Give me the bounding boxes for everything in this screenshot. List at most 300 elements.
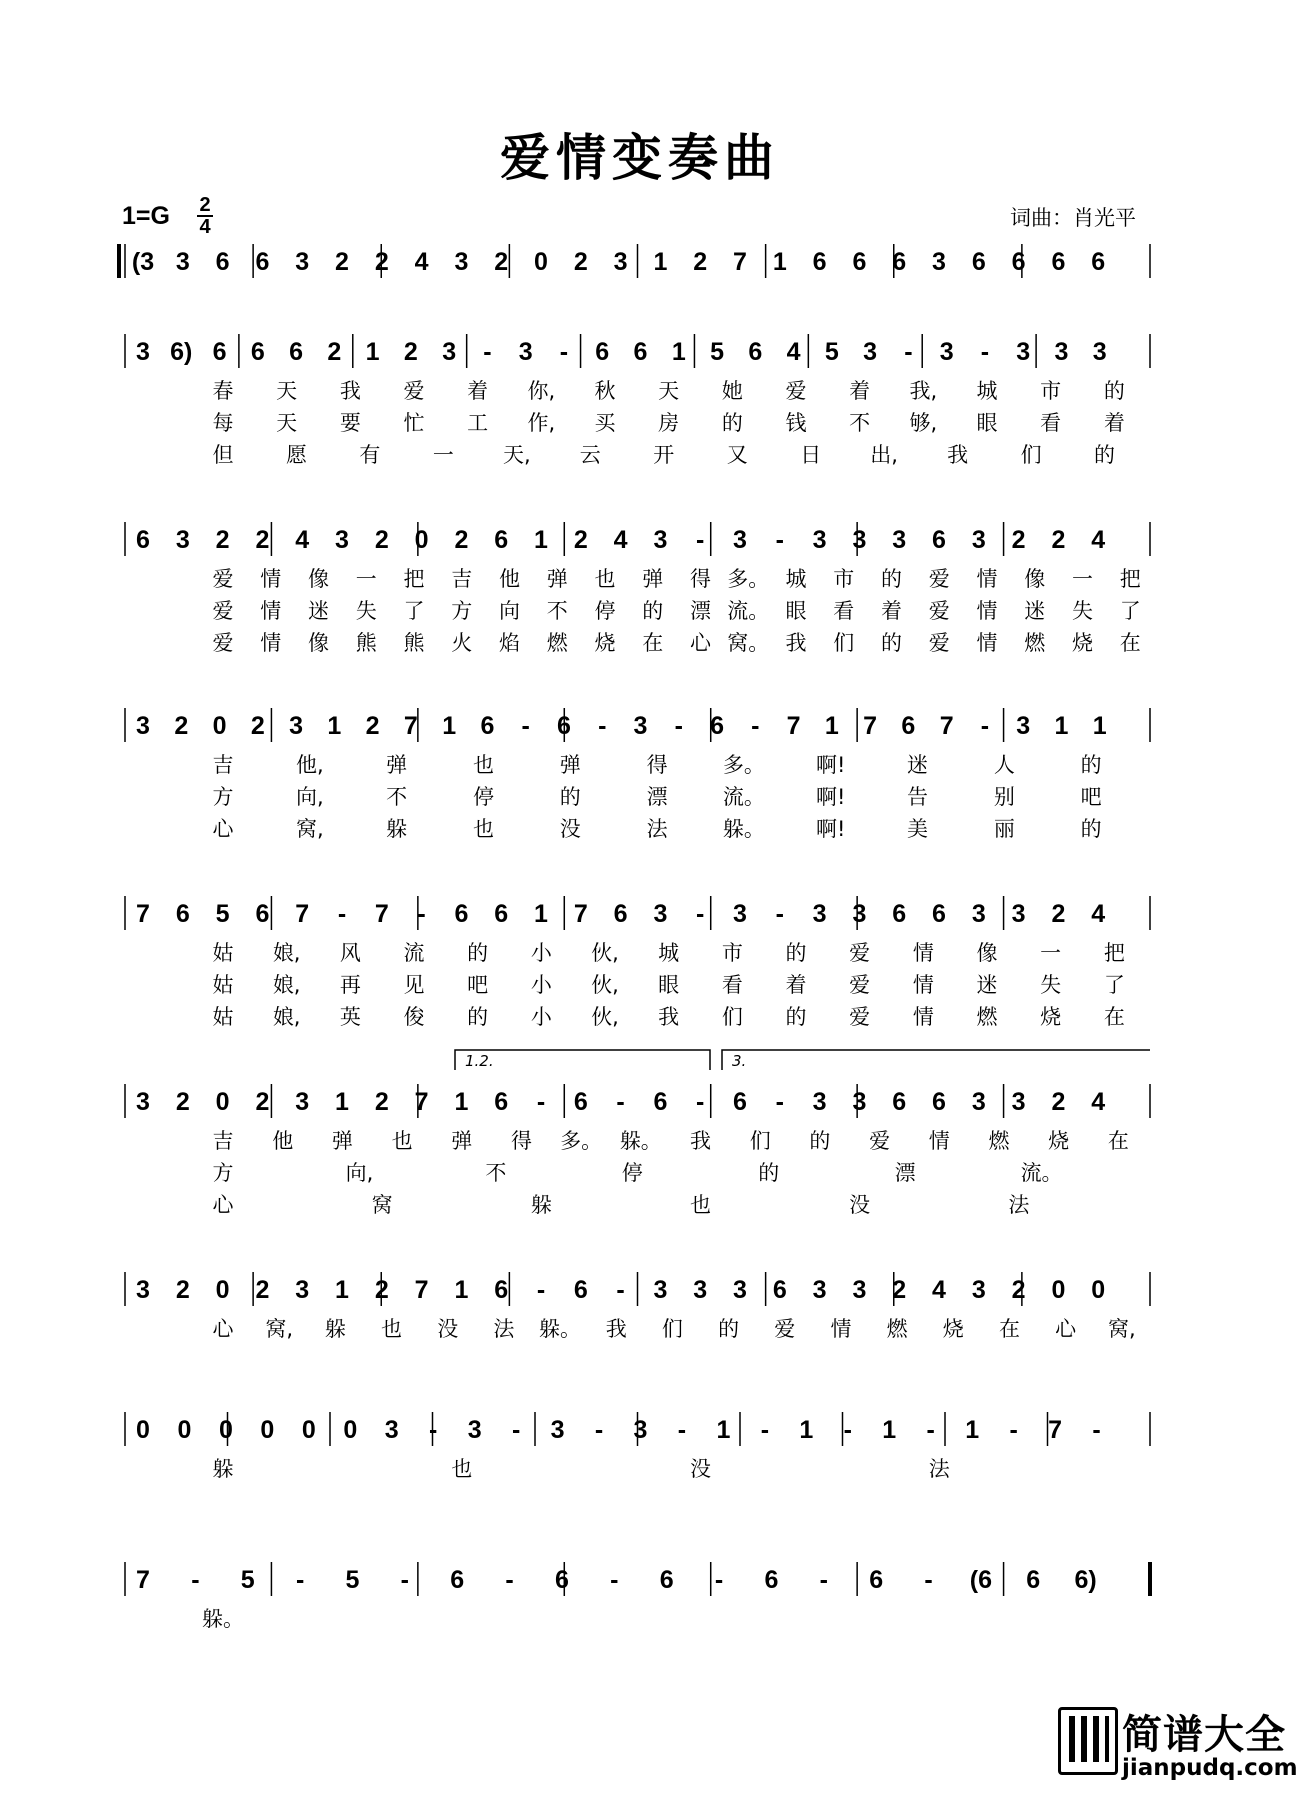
lyric-word: 爱 [928,567,950,591]
lyric-word: 燃 [546,631,568,655]
note: 6 [136,526,150,554]
lyric-word: 美 [907,817,929,841]
note: 7 [414,1276,429,1304]
lyric-word: 漂 [646,785,668,809]
lyric-word: 伙, [591,941,619,965]
note: 2 [335,248,349,276]
lyric-word: 的 [809,1129,831,1153]
note: 6 [289,338,304,366]
lyric-word: 娘, [272,1005,301,1029]
lyric-word: 情 [976,567,998,591]
lyric-word: 也 [472,817,494,841]
note: 3 [733,1276,747,1304]
lyric-word: 日 [800,443,822,467]
note: 6 [971,248,986,276]
lyric-word: 的 [642,599,664,623]
lyric-word: 市 [833,567,855,591]
lyric-word: 再 [339,973,361,997]
note: 2 [175,1276,190,1304]
note: 3 [863,338,878,366]
note: 6 [764,1566,779,1594]
note: 7 [136,1566,150,1594]
note: - [417,900,426,928]
note: 7 [786,712,801,740]
note: 3 [812,1088,827,1116]
note: 2 [255,1088,270,1116]
note: 7 [374,900,389,928]
lyric-word: 方 [212,785,234,809]
note: 2 [1011,1276,1026,1304]
lyric-word: 我 [947,443,969,467]
note: 1 [454,1276,469,1304]
note: 7 [939,712,954,740]
lyric-word: 告 [907,785,929,809]
lyric-word: 看 [1040,411,1062,435]
note: 2 [1051,1088,1066,1116]
note: - [191,1566,200,1594]
composer-credit: 词曲：肖光平 [1010,206,1136,230]
time-signature-bottom: 4 [199,216,211,238]
note: 6 [1091,248,1106,276]
lyric-word: 像 [308,631,329,655]
note: 3 [633,1416,648,1444]
lyric-word: 也 [391,1129,413,1153]
lyric-word: 漂 [690,599,711,623]
note: 3 [653,900,668,928]
lyric-word: 出, [870,443,898,467]
lyric-word: 城 [976,379,998,403]
lyric-word: 他 [499,567,520,591]
logo-site-url: jianpudq.com [1122,1755,1298,1781]
lyric-word: 向, [345,1161,374,1185]
lyric-word: 法 [1008,1193,1030,1217]
lyric-word: 的 [1094,443,1116,467]
note: 6 [255,248,270,276]
note: 2 [892,1276,907,1304]
piano-icon [1058,1707,1118,1775]
lyric-word: 吉 [212,753,234,777]
note: 2 [365,712,380,740]
lyric-word: 的 [559,785,581,809]
lyric-word: 心 [212,817,234,841]
lyric-word: 娘, [272,973,301,997]
lyric-word: 了 [1119,599,1141,623]
note: - [980,338,990,366]
note: 3 [971,526,986,554]
note: 0 [215,1276,230,1304]
note: 0 [301,1416,316,1444]
lyric-word: 把 [1103,941,1125,965]
lyric-word: 天, [503,443,531,467]
lyric-word: 姑 [212,973,234,997]
note: 1 [799,1416,814,1444]
note: 3 [939,338,954,366]
lyric-word: 没 [559,817,581,841]
lyric-word: 法 [928,1457,950,1481]
volta-label: 3. [732,1052,747,1070]
note: 6 [812,248,827,276]
volta-bracket [722,1050,1150,1070]
lyric-word: 着 [881,599,902,623]
note: - [610,1566,619,1594]
lyric-word: 心 [212,1317,234,1341]
lyric-word: 爱 [212,631,234,655]
note: 4 [1091,900,1106,928]
lyric-word: 情 [830,1317,852,1341]
note: 1 [335,1088,349,1116]
lyric-word: 眼 [658,973,680,997]
lyric-word: 的 [467,1005,489,1029]
lyric-word: 流。 [727,599,770,623]
note: 3 [733,900,747,928]
note: 3 [335,526,349,554]
note: 7 [414,1088,429,1116]
note: 6 [175,900,190,928]
note: 1 [327,712,342,740]
note: - [677,1416,687,1444]
lyric-word: 烧 [1072,631,1093,655]
note: 0 [215,1088,230,1116]
lyric-word: 也 [690,1193,711,1217]
note: 5 [215,900,230,928]
lyric-word: 们 [833,631,855,655]
lyric-word: 爱 [849,941,871,965]
note: - [775,526,784,554]
note: - [559,338,569,366]
lyric-word: 火 [451,631,473,655]
note: 7 [573,900,588,928]
note: 6 [613,900,628,928]
note: 2 [250,712,265,740]
lyric-word: 在 [1103,1005,1125,1029]
lyric-word: 的 [721,411,743,435]
lyric-word: 姑 [212,1005,234,1029]
lyric-word: 的 [467,941,489,965]
lyric-word: 把 [403,567,425,591]
note: - [521,712,530,740]
note: 2 [494,248,509,276]
note: 4 [414,248,429,276]
lyric-word: 迷 [1024,599,1046,623]
lyric-word: 着 [849,379,871,403]
note: 1 [716,1416,731,1444]
lyric-word: 看 [721,973,743,997]
note: 2 [174,712,189,740]
note: 1 [671,338,686,366]
note: 2 [327,338,342,366]
note: 2 [255,526,270,554]
note: - [598,712,607,740]
note: 0 [136,1416,150,1444]
lyric-word: 爱 [785,379,807,403]
note: - [980,712,990,740]
note: 3 [175,526,190,554]
note: 6 [1011,248,1026,276]
note: 5 [345,1566,360,1594]
note: 3 [136,1088,150,1116]
note: - [775,1088,784,1116]
note: - [295,1566,305,1594]
lyric-word: 爱 [774,1317,796,1341]
lyric-word: 英 [339,1005,361,1029]
note: 6 [212,338,227,366]
note: - [1009,1416,1018,1444]
note: - [714,1566,724,1594]
note: 3 [1016,338,1031,366]
note: - [429,1416,438,1444]
note: 2 [374,1088,389,1116]
note: 3 [454,248,469,276]
note: 2 [215,526,230,554]
lyric-word: 弹 [331,1129,353,1153]
lyric-word: 窝, [265,1317,294,1341]
note: 3 [136,712,150,740]
note: - [616,1276,625,1304]
lyric-word: 燃 [1024,631,1046,655]
note: 6 [653,1088,668,1116]
note: 3 [653,1276,668,1304]
lyric-word: 也 [451,1457,473,1481]
note: 6) [170,338,193,366]
note: 0 [218,1416,233,1444]
lyric-word: 爱 [928,599,950,623]
lyric-word: 没 [849,1193,871,1217]
lyric-word: 们 [721,1005,743,1029]
lyric-word: 的 [1103,379,1125,403]
lyric-word: 我 [339,379,361,403]
note: 3 [295,1276,310,1304]
note: 3 [971,900,986,928]
lyric-word: 在 [998,1317,1020,1341]
note: 2 [573,248,588,276]
lyric-word: 停 [594,599,616,623]
note: 3 [971,1088,986,1116]
note: 4 [295,526,310,554]
lyric-word: 丽 [993,817,1015,841]
note: 7 [863,712,878,740]
note: 6 [494,526,509,554]
note: 1 [1054,712,1069,740]
lyric-word: 爱 [403,379,425,403]
lyric-word: 多。 [727,567,770,591]
note: 1 [772,248,787,276]
lyric-word: 工 [467,411,489,435]
lyric-word: 得 [646,753,668,777]
lyric-word: 不 [485,1161,507,1185]
note: 6 [557,712,571,740]
lyric-word: 们 [661,1317,683,1341]
lyric-word: 买 [594,411,616,435]
lyric-word: 的 [785,1005,807,1029]
note: - [483,338,492,366]
lyric-word: 情 [912,941,934,965]
note: - [337,900,347,928]
lyric-word: 每 [212,411,234,435]
lyric-word: 方 [451,599,473,623]
lyric-word: 不 [386,785,408,809]
lyric-word: 他, [295,753,324,777]
lyric-word: 着 [1103,411,1125,435]
lyric-word: 在 [642,631,664,655]
note: 1 [335,1276,349,1304]
lyric-word: 燃 [976,1005,998,1029]
lyric-word: 熊 [403,631,425,655]
note: 2 [1011,526,1026,554]
note: 0 [212,712,227,740]
note: 5 [240,1566,255,1594]
lyric-word: 窝, [295,817,324,841]
note: 1 [454,1088,469,1116]
lyric-word: 情 [260,599,282,623]
lyric-word: 你, [527,379,556,403]
lyric-word: 在 [1119,631,1141,655]
lyric-word: 窝 [371,1193,393,1217]
lyric-word: 他 [272,1129,294,1153]
lyric-word: 啊! [816,785,846,809]
lyric-word: 天 [276,411,298,435]
note: 6 [892,900,907,928]
note: 2 [693,248,708,276]
lyric-word: 她 [721,379,743,403]
lyric-word: 城 [658,941,680,965]
lyric-word: 情 [912,973,934,997]
lyric-word: 小 [530,941,552,965]
lyric-word: 方 [212,1161,234,1185]
note: 6 [932,526,946,554]
note: 2 [255,1276,270,1304]
lyric-word: 失 [355,599,377,623]
lyric-word: 向 [499,599,520,623]
note: 1 [534,900,548,928]
lyric-word: 的 [758,1161,780,1185]
lyric-word: 娘, [272,941,301,965]
note: 2 [403,338,418,366]
lyric-word: 一 [1040,941,1062,965]
lyric-word: 春 [212,379,234,403]
note: - [400,1566,410,1594]
lyric-word: 们 [1020,443,1042,467]
note: 6 [494,1276,509,1304]
lyric-word: 吉 [451,567,473,591]
lyric-word: 弹 [546,567,568,591]
lyric-word: 漂 [894,1161,916,1185]
note: - [843,1416,852,1444]
lyric-word: 眼 [976,411,998,435]
note: 1 [653,248,668,276]
note: - [760,1416,770,1444]
lyric-word: 像 [1024,567,1046,591]
note: 6 [454,900,469,928]
lyric-word: 市 [1040,379,1062,403]
lyric-word: 情 [912,1005,934,1029]
lyric-word: 着 [785,973,807,997]
lyric-word: 作, [527,411,556,435]
lyric-word: 弹 [642,567,664,591]
lyric-word: 天 [276,379,298,403]
note: 3 [693,1276,708,1304]
lyric-word: 情 [976,599,998,623]
lyric-word: 多。 [560,1129,603,1153]
note: 6 [892,248,907,276]
lyric-word: 我 [605,1317,627,1341]
note: 7 [403,712,418,740]
note: 3 [852,1276,867,1304]
note: 4 [786,338,801,366]
note: 4 [613,526,628,554]
note: 0 [177,1416,192,1444]
lyric-word: 停 [472,785,494,809]
lyric-word: 风 [339,941,361,965]
lyric-word: 迷 [308,599,329,623]
note: - [536,1088,546,1116]
note: - [775,900,784,928]
lyric-word: 情 [928,1129,950,1153]
note: 6 [901,712,916,740]
note: 3 [812,526,827,554]
note: 3 [812,1276,827,1304]
note: 4 [1091,526,1106,554]
lyric-word: 像 [308,567,329,591]
note: 6 [573,1088,588,1116]
lyric-word: 爱 [869,1129,891,1153]
lyric-word: 钱 [785,411,807,435]
note: 3 [1092,338,1107,366]
note: 6 [595,338,610,366]
note: 0 [1051,1276,1066,1304]
note: 6 [659,1566,674,1594]
lyric-word: 熊 [355,631,377,655]
note: 5 [824,338,839,366]
note: 6 [710,712,724,740]
lyric-word: 失 [1072,599,1093,623]
lyric-word: 弹 [559,753,581,777]
site-logo[interactable] [1058,1705,1298,1801]
note: 2 [374,1276,389,1304]
note: 3 [971,1276,986,1304]
note: 3 [384,1416,399,1444]
lyric-word: 不 [849,411,871,435]
note: 3 [518,338,533,366]
note: 3 [633,712,648,740]
lyric-word: 我, [909,379,938,403]
lyric-word: 城 [785,567,807,591]
note: 2 [1051,526,1066,554]
song-title: 爱情变奏曲 [500,128,780,187]
note: 2 [454,526,469,554]
lyric-word: 弹 [451,1129,473,1153]
lyric-word: 情 [260,567,282,591]
lyric-word: 的 [1080,753,1102,777]
logo-brand-text: 简谱大全 [1122,1712,1286,1758]
lyric-word: 也 [472,753,494,777]
lyric-word: 小 [530,1005,552,1029]
note: 1 [534,526,548,554]
note: - [904,338,913,366]
lyric-word: 吧 [467,973,489,997]
note: 3 [653,526,668,554]
lyric-word: 情 [260,631,282,655]
lyric-word: 天 [658,379,680,403]
note: 5 [710,338,724,366]
note: 6 [215,248,230,276]
note: 3 [812,900,827,928]
note: 6 [748,338,763,366]
lyric-word: 爱 [849,973,871,997]
note: 7 [1048,1416,1063,1444]
note: 3 [295,248,310,276]
lyric-word: 像 [976,941,998,965]
time-signature-top: 2 [199,194,211,216]
